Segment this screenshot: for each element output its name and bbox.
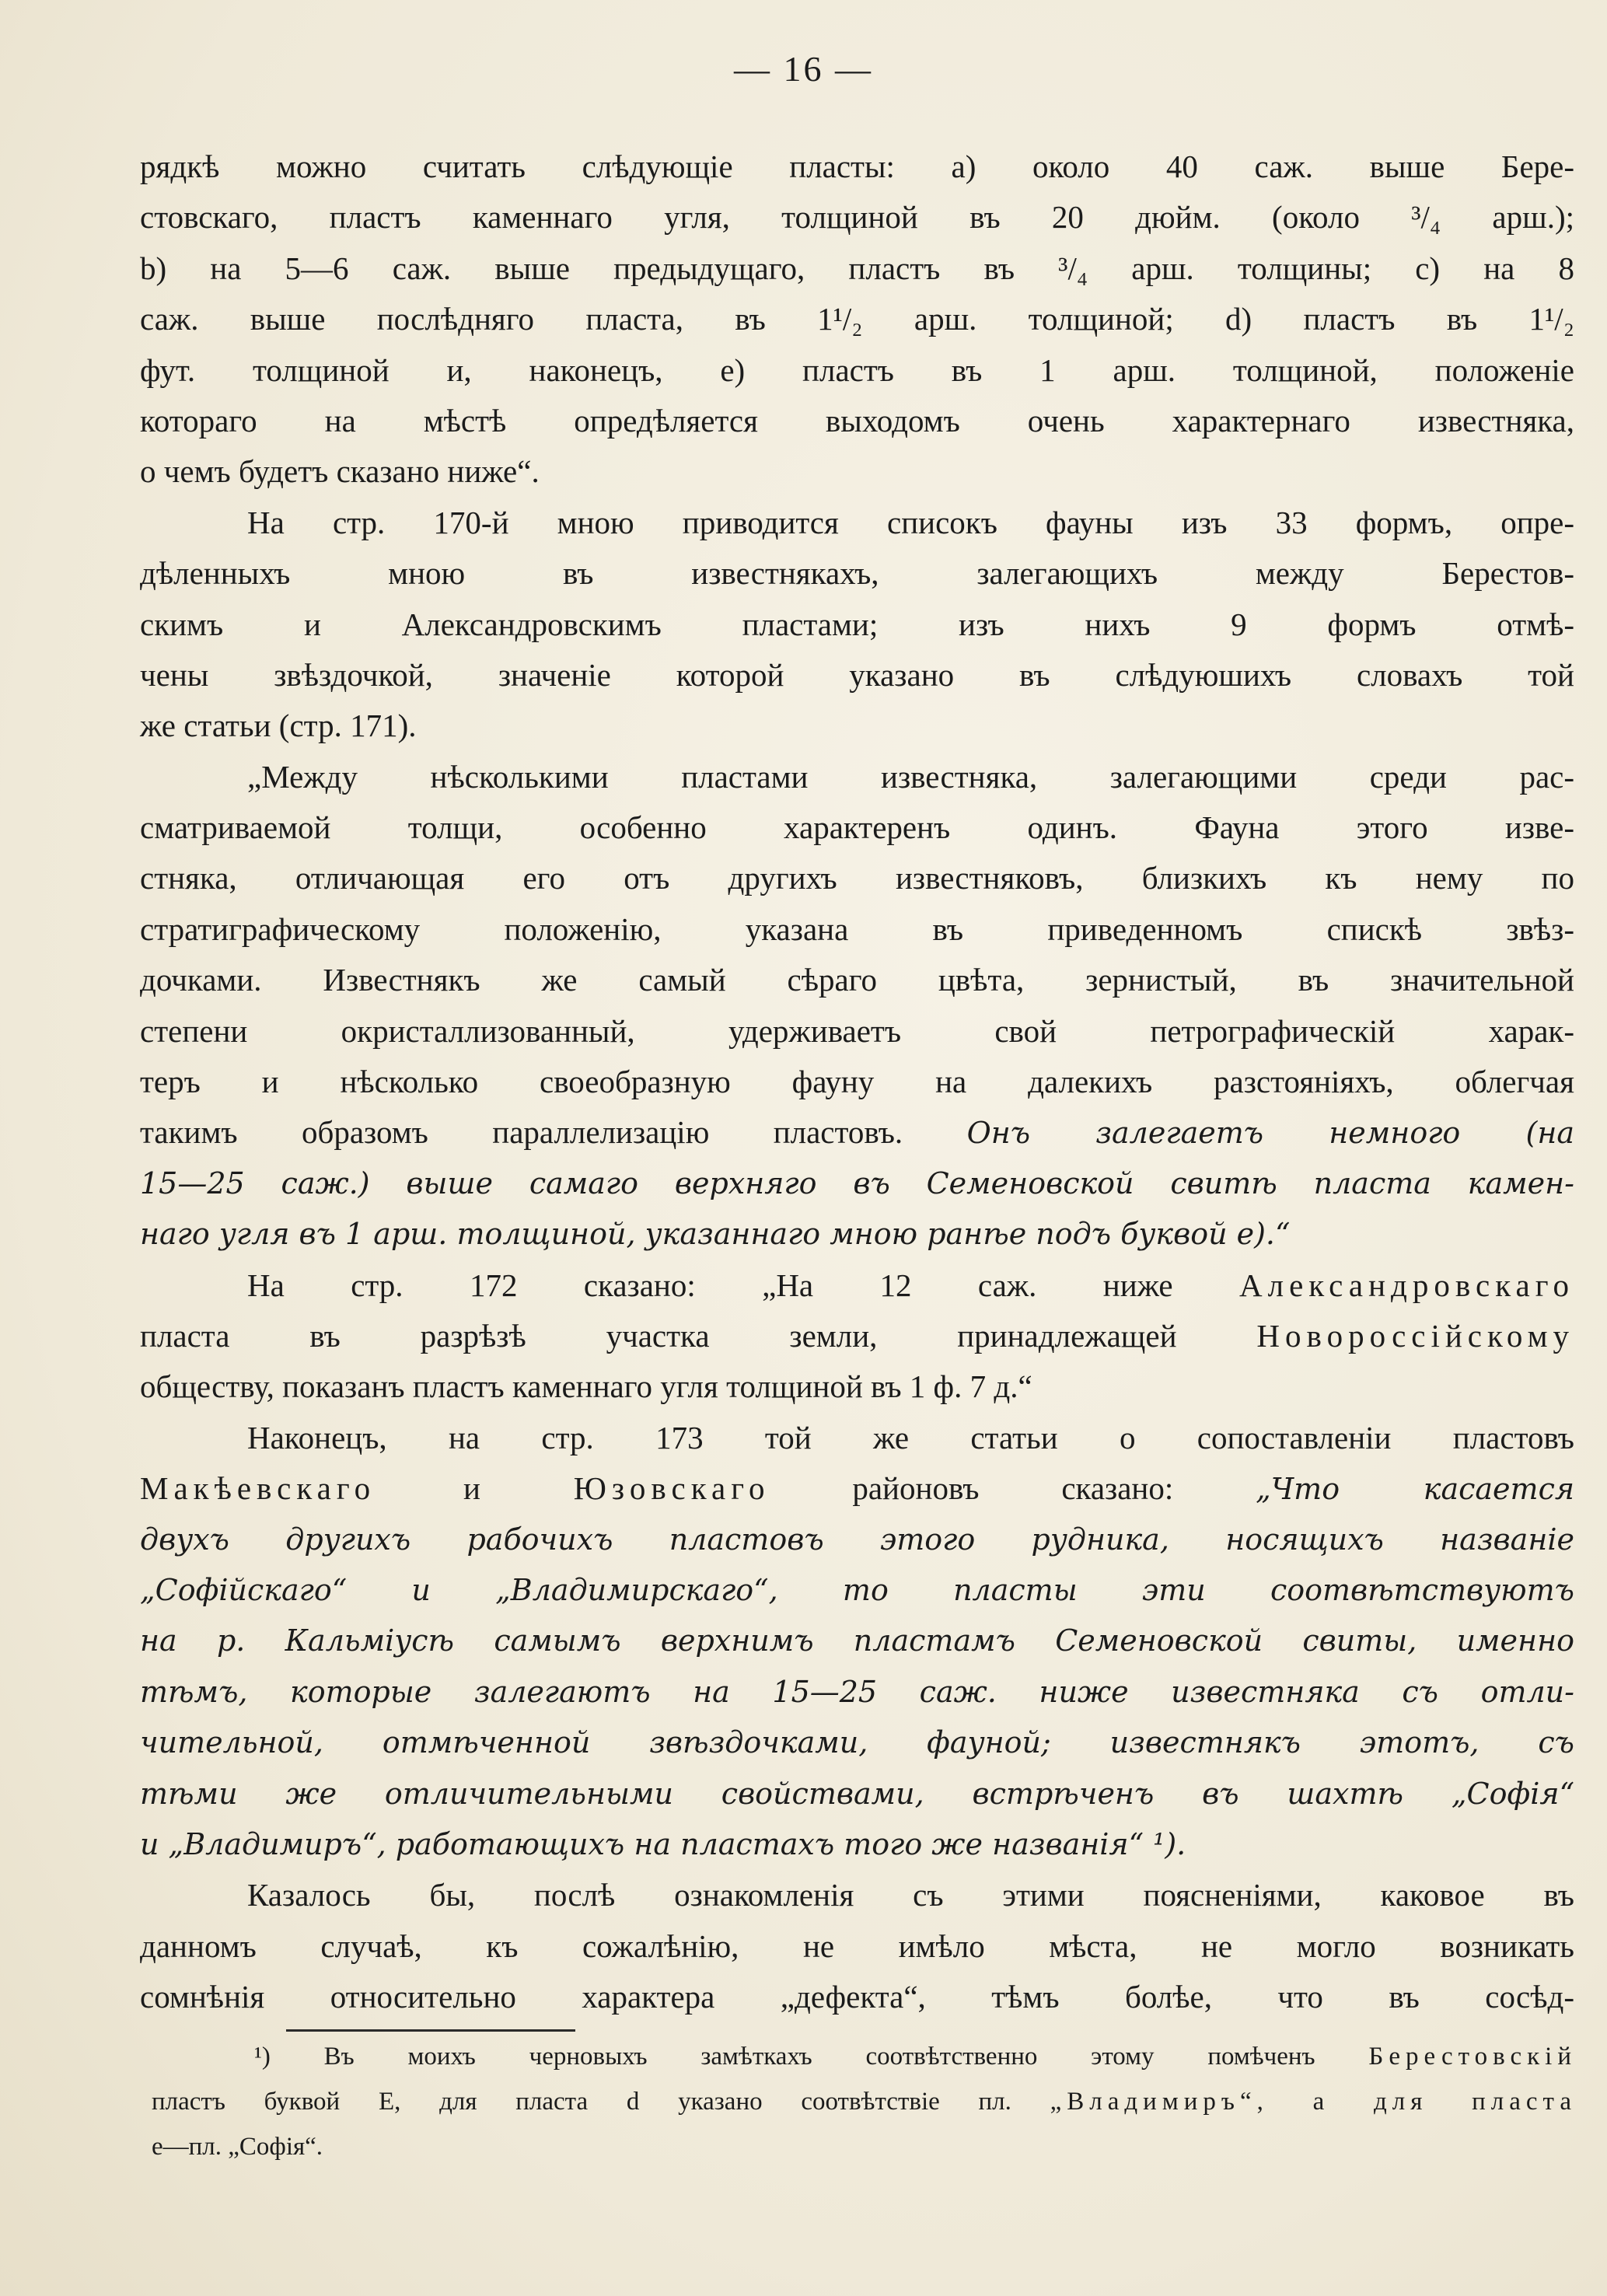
spaced-name: Берестовскій <box>1368 2043 1577 2071</box>
footnote-divider <box>286 2029 575 2032</box>
text-line: рядкѣ можно считать слѣдующіе пласты: а) около 40 саж. выше Бере- <box>140 149 1574 184</box>
text-line: степени окристаллизованный, удерживаетъ свой петрографическій харак- <box>140 1012 1574 1049</box>
text-line: сомнѣнія относительно характера „дефекта“, тѣмъ болѣе, что въ сосѣд- <box>140 1979 1574 2015</box>
text-line: дѣленныхъ мною въ известнякахъ, залегающихъ между Берестов- <box>140 555 1574 592</box>
footnote-line <box>152 2079 1577 2124</box>
text-line: на р. Кальміусѣ самымъ верхнимъ пластамъ Семеновской свиты, именно <box>140 1623 1574 1658</box>
text-line: На стр. 170-й мною приводится списокъ фауны изъ 33 формъ, опре- <box>247 504 1574 540</box>
text-line: скимъ и Александровскимъ пластами; изъ нихъ 9 формъ отмѣ- <box>140 606 1574 642</box>
text-segment: На стр. 172 сказано: „На 12 саж. ниже <box>247 1267 1173 1303</box>
text-line: и „Владимиръ“, работающихъ на пластахъ того же названія“ ¹). <box>140 1826 1186 1861</box>
text-line: Казалось бы, послѣ ознакомленія съ этими поясненіями, каковое въ <box>247 1877 1574 1913</box>
text-line <box>140 1311 1574 1361</box>
footnotes <box>152 2034 1577 2169</box>
text-line: тѣмъ, которые залегаютъ на 15—25 саж. ниже известняка съ отли- <box>140 1674 1574 1709</box>
spaced-name: Александровскаго <box>1239 1267 1574 1303</box>
text-line: чительной, отмѣченной звѣздочками, фауной; известнякъ этотъ, съ <box>140 1725 1574 1760</box>
text-line: саж. выше послѣдняго пласта, въ 1¹/₂ арш. толщиной; d) пластъ въ 1¹/₂ <box>140 301 1574 337</box>
text-line: наго угля въ 1 арш. толщиной, указаннаго мною ранѣе подъ буквой е).“ <box>140 1217 1291 1252</box>
italic-quote: Онъ залегаетъ немного (на <box>966 1116 1575 1151</box>
text-line: стратиграфическому положенію, указана въ приведенномъ спискѣ звѣз- <box>140 910 1574 947</box>
text-line: о чемъ будетъ сказано ниже“. <box>140 453 540 490</box>
footnote-line: е—пл. „Софія“. <box>152 2133 323 2161</box>
text-segment: пласта въ разрѣзѣ участка земли, принадлежащей <box>140 1317 1177 1354</box>
text-line: тѣми же отличительными свойствами, встрѣченъ въ шахтѣ „Софія“ <box>140 1776 1574 1811</box>
text-line <box>140 1107 1574 1158</box>
text-segment: ¹) Въ моихъ черновыхъ замѣткахъ соотвѣтственно этому помѣченъ <box>254 2043 1315 2071</box>
text-line: данномъ случаѣ, къ сожалѣнію, не имѣло мѣста, не могло возникать <box>140 1927 1574 1964</box>
text-line: дочками. Известнякъ же самый сѣраго цвѣта, зернистый, въ значительной <box>140 962 1574 998</box>
text-line: теръ и нѣсколько своеобразную фауну на далекихъ разстояніяхъ, облегчая <box>140 1064 1574 1100</box>
text-segment: районовъ сказано: <box>852 1470 1174 1507</box>
text-line: Наконецъ, на стр. 173 той же статьи о сопоставленіи пластовъ <box>247 1419 1574 1456</box>
text-segment: пластъ буквой Е, для пласта d указано соотвѣтствіе пл. <box>152 2088 1011 2116</box>
text-line <box>140 1463 1574 1514</box>
text-line: двухъ другихъ рабочихъ пластовъ этого рудника, носящихъ названіе <box>140 1522 1574 1557</box>
text-line: стовскаго, пластъ каменнаго угля, толщиной въ 20 дюйм. (около ³/₄ арш.); <box>140 199 1574 236</box>
text-line <box>140 1260 1574 1311</box>
text-line: 15—25 саж.) выше самаго верхняго въ Семеновской свитѣ пласта камен- <box>140 1165 1574 1200</box>
text-line: чены звѣздочкой, значеніе которой указано въ слѣдуюшихъ словахъ той <box>140 656 1574 693</box>
body-text <box>140 142 1574 2022</box>
text-line: „Между нѣсколькими пластами известняка, залегающими среди рас- <box>247 758 1574 795</box>
text-line: „Софійскаго“ и „Владимирскаго“, то пласты эти соотвѣтствуютъ <box>140 1572 1574 1607</box>
italic-quote: „Что касается <box>1256 1472 1575 1507</box>
page-number: — 16 — <box>734 49 873 89</box>
text-line: фут. толщиной и, наконецъ, е) пластъ въ 1 арш. толщиной, положеніе <box>140 351 1574 388</box>
text-line: котораго на мѣстѣ опредѣляется выходомъ очень характернаго известняка, <box>140 402 1574 439</box>
spaced-name: Новороссійскому <box>1256 1317 1575 1354</box>
text-segment: такимъ образомъ параллелизацію пластовъ. <box>140 1114 903 1151</box>
spaced-name: Макѣевскаго и Юзовскаго <box>140 1470 770 1507</box>
text-line: сматриваемой толщи, особенно характеренъ одинъ. Фауна этого изве- <box>140 809 1574 846</box>
footnote-line <box>152 2034 1577 2079</box>
text-line: же статьи (стр. 171). <box>140 708 417 744</box>
text-line: b) на 5—6 саж. выше предыдущаго, пластъ въ ³/₄ арш. толщины; с) на 8 <box>140 250 1574 286</box>
spaced-name: „Владимиръ“, а для пласта <box>1050 2088 1577 2116</box>
text-line: стняка, отличающая его отъ другихъ известняковъ, близкихъ къ нему по <box>140 860 1574 896</box>
text-line: обществу, показанъ пластъ каменнаго угля толщиной въ 1 ф. 7 д.“ <box>140 1368 1032 1405</box>
